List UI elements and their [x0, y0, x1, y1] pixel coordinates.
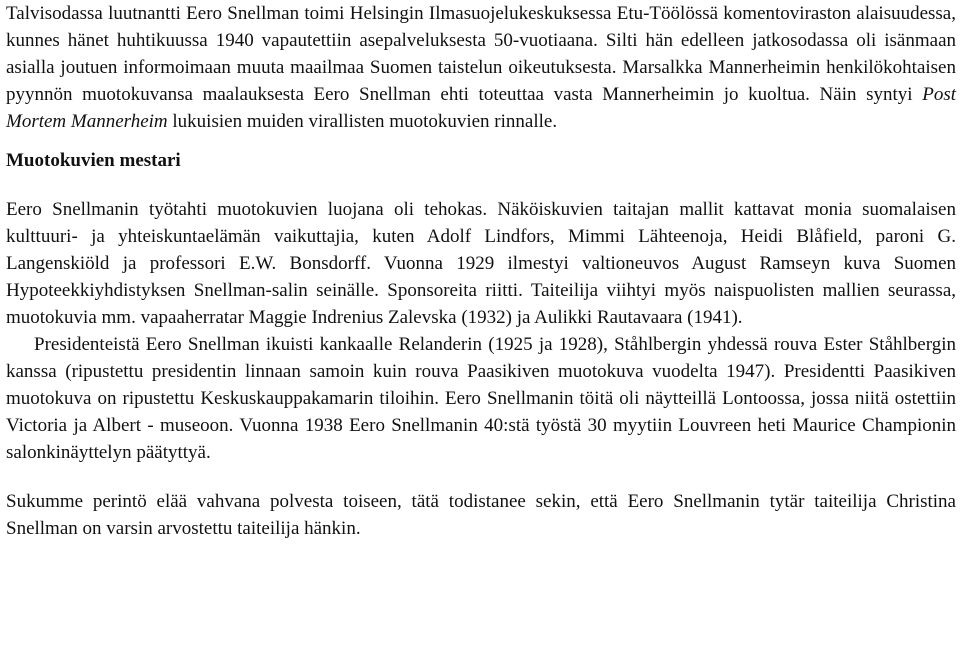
section-heading: Muotokuvien mestari	[6, 150, 181, 171]
paragraph-portraits: Eero Snellmanin työtahti muotokuvien luojana oli tehokas. Näköiskuvien taitajan mallit kattavat monia suomalaisen kulttuuri- ja yhteiskuntaelämän vaikuttajia, kuten Adolf Lindfors, Mimmi Lähteenoja, Heidi Blåfield, paroni G. Langenskiöld ja professori E.W. Bonsdorff. Vuonna 1929 ilmestyi valtioneuvos August Ramseyn kuva Suomen Hypoteekkiyhdistyksen Snellman-salin seinälle. Sponsoreita riitti. Taiteilija viihtyi myös naispuolisten mallien seurassa, muotokuvia mm. vapaaherratar Maggie Indrenius Zalevska (1932) ja Aulikki Rautavaara (1941).	[6, 199, 956, 328]
paragraph-presidents: Presidenteistä Eero Snellman ikuisti kankaalle Relanderin (1925 ja 1928), Ståhlbergin yhdessä rouva Ester Ståhlbergin kanssa (ripustettu presidentin linnaan samoin kuin rouva Paasikiven muotokuva vuodelta 1947). Presidentti Paasikiven muotokuva on ripustettu Keskuskauppakamarin tiloihin. Eero Snellmanin töitä oli näytteillä Lontoossa, jossa niitä ostettiin Victoria ja Albert - museoon. Vuonna 1938 Eero Snellmanin 40:stä työstä 30 myytiin Louvreen heti Maurice Championin salonkinäyttelyn päätyttyä.	[6, 334, 956, 463]
paragraph-wartime-text-b: lukuisien muiden virallisten muotokuvien rinnalle.	[167, 111, 558, 132]
document-page	[6, 0, 956, 542]
paragraph-wartime	[6, 0, 956, 135]
paragraph-wartime-text-a: Talvisodassa luutnantti Eero Snellman toimi Helsingin Ilmasuojelukeskuksessa Etu-Töölössä komentoviraston alaisuudessa, kunnes hänet huhtikuussa 1940 vapautettiin asepalveluksesta 50-vuotiaana. Silti hän edelleen jatkosodassa oli isänmaan asialla joutuen informoimaan muuta maailmaa Suomen taistelun oikeutuksesta. Marsalkka Mannerheimin henkilökohtaisen pyynnön muotokuvansa maalauksesta Eero Snellman ehti toteuttaa vasta Mannerheimin jo kuoltua. Näin syntyi	[6, 3, 956, 105]
paragraph-legacy: Sukumme perintö elää vahvana polvesta toiseen, tätä todistanee sekin, että Eero Snellmanin tytär taiteilija Christina Snellman on varsin arvostettu taiteilija hänkin.	[6, 491, 956, 539]
artwork-title-italic: Post Mortem Mannerheim	[6, 84, 956, 132]
